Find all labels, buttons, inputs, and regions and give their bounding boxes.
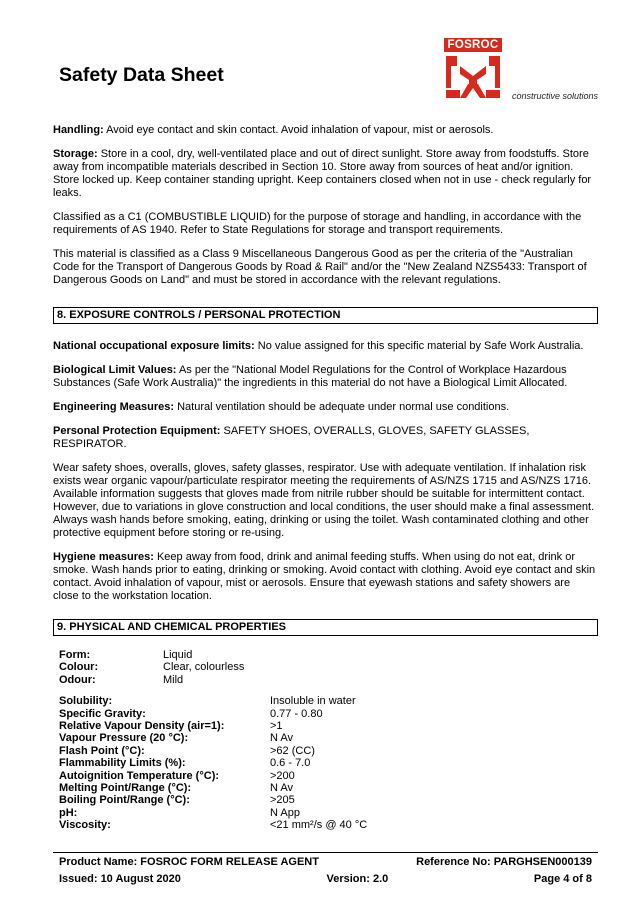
logo-tagline: constructive solutions: [512, 91, 599, 101]
section-8-heading: 8. EXPOSURE CONTROLS / PERSONAL PROTECTION: [53, 307, 598, 324]
property-row: [59, 807, 598, 819]
page-title: Safety Data Sheet: [59, 64, 224, 86]
storage-label: Storage:: [53, 148, 98, 160]
national-limits-text: No value assigned for this specific material by Safe Work Australia.: [257, 340, 584, 352]
property-label: Colour:: [59, 661, 99, 674]
property-value: Mild: [163, 673, 184, 686]
biological-limits-paragraph: [53, 364, 598, 390]
property-value: N Av: [270, 781, 294, 794]
engineering-measures-text: Natural ventilation should be adequate under normal use conditions.: [177, 401, 510, 413]
wear-paragraph: Wear safety shoes, overalls, gloves, safety glasses, respirator. Use with adequate ventilation. If inhalation risk exists wear organic vapour/particulate respirator meeting the requirements of AS/NZS 1715 and AS/NZS 1716. Available information suggests that gloves made from nitrile rubber should be suitable for intermittent contact. However, due to variations in glove construction and local conditions, the user should make a final assessment. Always wash hands before smoking, eating, drinking or using the toilet. Wash contaminated clothing and other protective equipment before storing or re-using.: [53, 462, 595, 539]
property-label: Relative Vapour Density (air=1):: [59, 719, 225, 732]
footer-issued: Issued: 10 August 2020: [59, 873, 181, 885]
property-row: [59, 649, 598, 661]
property-row: [59, 695, 598, 707]
national-limits-paragraph: [53, 340, 598, 353]
property-value: >1: [270, 719, 283, 732]
property-label: Vapour Pressure (20 °C):: [59, 732, 189, 745]
property-value: 0.77 - 0.80: [270, 707, 323, 720]
property-label: Solubility:: [59, 695, 113, 708]
ppe-label: Personal Protection Equipment:: [53, 425, 221, 437]
ppe-text: SAFETY SHOES, OVERALLS, GLOVES, SAFETY GLASSES, RESPIRATOR.: [53, 425, 530, 450]
property-label: Melting Point/Range (°C):: [59, 781, 192, 794]
handling-label: Handling:: [53, 124, 104, 136]
property-value: Insoluble in water: [270, 695, 356, 708]
property-row: [59, 770, 598, 782]
storage-paragraph: [53, 148, 598, 200]
property-label: Viscosity:: [59, 819, 111, 832]
footer-product-row: [53, 852, 598, 868]
property-label: Specific Gravity:: [59, 707, 146, 720]
national-limits-label: National occupational exposure limits:: [53, 340, 255, 352]
property-row: [59, 819, 598, 831]
footer-version: Version: 2.0: [326, 873, 389, 885]
property-label: Odour:: [59, 673, 96, 686]
storage-text: Store in a cool, dry, well-ventilated place and out of direct sunlight. Store away from foodstuffs. Store away from incompatible materials described in Section 10. Store away from sources of heat and/or ignition. Store locked up. Keep container standing upright. Keep containers closed when not in use - check regularly for leaks.: [53, 148, 592, 199]
classified-class9-paragraph: This material is classified as a Class 9 Miscellaneous Dangerous Good as per the criteria of the "Australian Code for the Transport of Dangerous Goods by Road & Rail" and/or the "New Zealand NZS5433: Transport of Dangerous Goods on Land" and must be stored in accordance with the relevant regulations.: [53, 248, 587, 286]
footer-page-number: Page 4 of 8: [533, 873, 592, 885]
hygiene-text: Keep away from food, drink and animal feeding stuffs. When using do not eat, drink or smoke. Wash hands prior to eating, drinking or smoking. Avoid contact with clothing. Avoid eye contact and skin contact. Avoid inhalation of vapour, mist or aerosols. Ensure that eyewash stations and safety showers are close to the workstation location.: [53, 551, 596, 602]
engineering-measures-paragraph: [53, 401, 598, 414]
logo-brand-text: FOSROC: [444, 38, 502, 52]
fosroc-logo: [444, 38, 604, 104]
footer-product-name: Product Name: FOSROC FORM RELEASE AGENT: [59, 856, 319, 868]
engineering-measures-label: Engineering Measures:: [53, 401, 175, 413]
property-row: [59, 794, 598, 806]
property-row: [59, 708, 598, 720]
property-row: [59, 757, 598, 769]
fosroc-mark-icon: [444, 52, 502, 100]
hygiene-label: Hygiene measures:: [53, 551, 154, 563]
property-value: <21 mm²/s @ 40 °C: [270, 819, 368, 832]
property-value: Liquid: [163, 649, 193, 661]
property-value: >62 (CC): [270, 744, 315, 757]
handling-text: Avoid eye contact and skin contact. Avoid inhalation of vapour, mist or aerosols.: [106, 124, 494, 136]
property-row: [59, 720, 598, 732]
property-label: Flammability Limits (%):: [59, 757, 186, 770]
property-value: Clear, colourless: [163, 661, 245, 674]
property-label: Autoignition Temperature (°C):: [59, 769, 220, 782]
property-row: [59, 661, 598, 673]
property-row: [59, 782, 598, 794]
property-row: [59, 745, 598, 757]
biological-limits-label: Biological Limit Values:: [53, 364, 177, 376]
ppe-paragraph: [53, 425, 598, 451]
property-label: Flash Point (°C):: [59, 744, 145, 757]
hygiene-paragraph: [53, 551, 598, 603]
property-value: N Av: [270, 732, 294, 745]
property-value: >205: [270, 794, 295, 807]
property-row: [59, 674, 598, 686]
property-value: N App: [270, 806, 300, 819]
footer-reference: Reference No: PARGHSEN000139: [416, 856, 592, 868]
property-value: >200: [270, 769, 295, 782]
property-label: Form:: [59, 649, 91, 661]
classified-c1-paragraph: Classified as a C1 (COMBUSTIBLE LIQUID) for the purpose of storage and handling, in accordance with the requirements of AS 1940. Refer to State Regulations for storage and transport requirements.: [53, 211, 582, 236]
property-label: pH:: [59, 806, 78, 819]
handling-paragraph: [53, 124, 598, 137]
property-label: Boiling Point/Range (°C):: [59, 794, 190, 807]
properties-table: [59, 649, 598, 831]
sds-body: [53, 124, 598, 831]
biological-limits-text: As per the "National Model Regulations for the Control of Workplace Hazardous Substances (Safe Work Australia)" the ingredients in this material do not have a Biological Limit Allocated.: [53, 364, 568, 389]
footer-issue-row: [53, 873, 598, 885]
property-value: 0.6 - 7.0: [270, 757, 311, 770]
section-9-heading: 9. PHYSICAL AND CHEMICAL PROPERTIES: [53, 619, 598, 636]
property-row: [59, 732, 598, 744]
